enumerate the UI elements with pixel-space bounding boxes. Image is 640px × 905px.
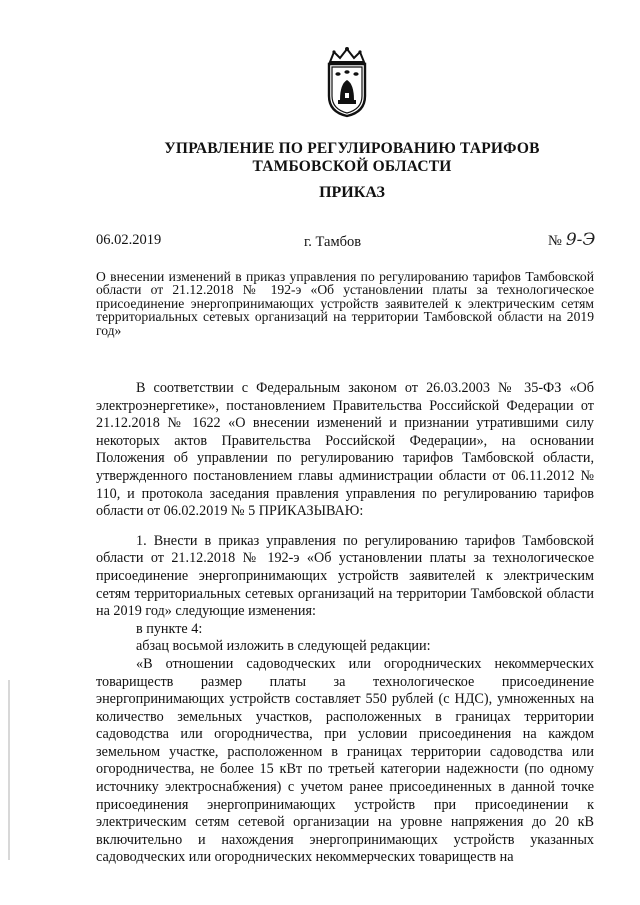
organization-name-line1: УПРАВЛЕНИЕ ПО РЕГУЛИРОВАНИЮ ТАРИФОВ [164, 140, 540, 157]
item-1-paragraph: 1. Внести в приказ управления по регулированию тарифов Тамбовской области от 21.12.2018 № 192-э «Об установлении платы за технологическое присоединение энергопринимающих устройств заявителей к электрическим сетям территориальных сетевых организаций на территории Тамбовской области на 2019 год» следующие изменения: [96, 532, 594, 620]
order-body [96, 380, 594, 867]
quoted-text-paragraph: «В отношении садоводческих или огороднических некоммерческих товариществ размер платы за технологическое присоединение энергопринимающих устройств составляет 550 рублей (с НДС), умноженных на количество земельных участков, расположенных в границах территории садоводства или огородничества, при условии присоединения на каждом земельном участке, расположенном в границах территории садоводства или огородничества, не более 15 кВт по третьей категории надежности (по одному источнику электроснабжения) с учетом ранее присоединенных в данной точке присоединения энергопринимающих устройств при присоединении к электрическим сетям сетевой организации на уровне напряжения до 20 кВ включительно и нахождения энергопринимающих устройств указанных садоводческих или огороднических некоммерческих товариществ на [96, 655, 594, 866]
document-type-title: ПРИКАЗ [319, 184, 385, 201]
organization-name-line2: ТАМБОВСКОЙ ОБЛАСТИ [252, 158, 452, 175]
order-number [548, 230, 595, 250]
paragraph-instruction: абзац восьмой изложить в следующей редакции: [136, 638, 431, 655]
order-date: 06.02.2019 [96, 232, 162, 248]
order-city: г. Тамбов [304, 234, 362, 250]
order-subject: О внесении изменений в приказ управления по регулированию тарифов Тамбовской области от 21.12.2018 № 192-э «Об установлении платы за технологическое присоединение энергопринимающих устройств заявителей к электрическим сетям территориальных сетевых организаций на территории Тамбовской области на 2019 год» [96, 269, 594, 338]
scan-edge-mark [8, 680, 10, 860]
order-number-label: № [548, 233, 562, 249]
tambov-coat-of-arms-icon [322, 46, 372, 118]
clause-paragraph: в пункте 4: [136, 620, 203, 637]
order-number-value: 9-Э [565, 230, 596, 250]
preamble-paragraph: В соответствии с Федеральным законом от 26.03.2003 № 35-ФЗ «Об электроэнергетике», постановлением Правительства Российской Федерации от 21.12.2018 № 1622 «О внесении изменений и признании утратившими силу некоторых актов Правительства Российской Федерации», на основании Положения об управлении по регулированию тарифов Тамбовской области, утвержденного постановлением главы администрации области от 06.11.2012 № 110, и протокола заседания правления управления по регулированию тарифов области от 06.02.2019 № 5 ПРИКАЗЫВАЮ: [96, 380, 594, 520]
